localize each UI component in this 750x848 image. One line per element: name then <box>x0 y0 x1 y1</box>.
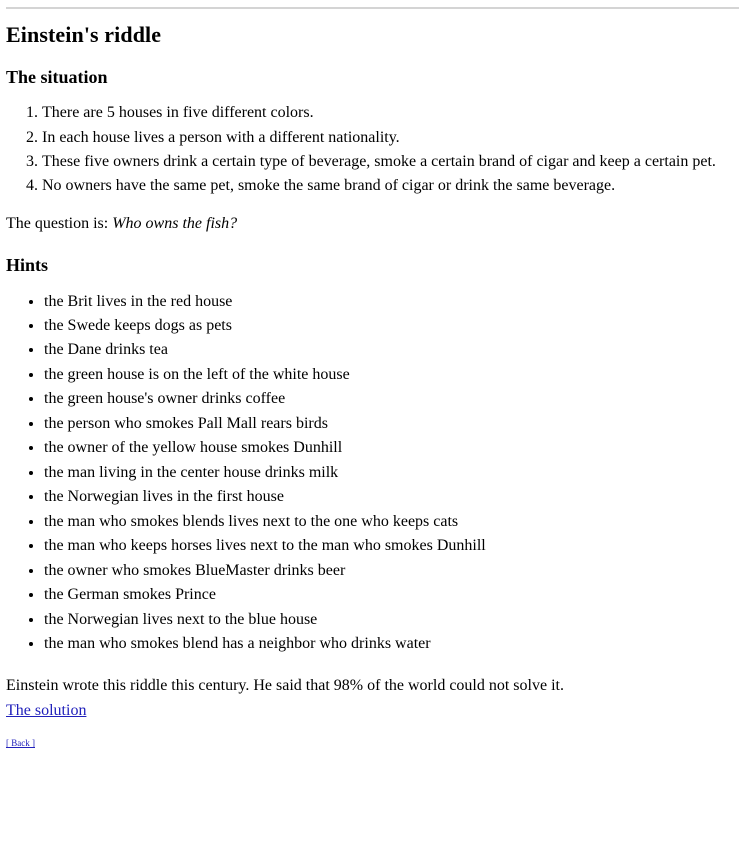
page-container <box>0 7 750 749</box>
list-item: 4. No owners have the same pet, smoke the same brand of cigar or drink the same beverage. <box>42 174 744 198</box>
section-heading-situation: The situation <box>6 66 108 87</box>
list-item: • the green house is on the left of the white house <box>44 363 744 387</box>
page-title: Einstein's riddle <box>6 22 162 47</box>
list-item: • the man who keeps horses lives next to the man who smokes Dunhill <box>44 534 744 558</box>
list-item: 3. These five owners drink a certain type of beverage, smoke a certain brand of cigar and keep a certain pet. <box>42 150 744 174</box>
solution-link[interactable]: The solution <box>6 701 87 719</box>
question-lead: The question is: <box>6 214 113 232</box>
question-emphasis: Who owns the fish? <box>112 214 238 232</box>
top-horizontal-rule <box>6 7 739 9</box>
list-item: • the man who smokes blends lives next to the one who keeps cats <box>44 510 744 534</box>
list-item: 2. In each house lives a person with a different nationality. <box>42 126 744 150</box>
situation-list <box>6 101 744 198</box>
section-heading-hints: Hints <box>6 254 49 275</box>
list-item: • the owner who smokes BlueMaster drinks beer <box>44 559 744 583</box>
list-item: • the Swede keeps dogs as pets <box>44 314 744 338</box>
list-item: • the man living in the center house drinks milk <box>44 461 744 485</box>
list-item: • the German smokes Prince <box>44 583 744 607</box>
list-item: 1. There are 5 houses in five different colors. <box>42 101 744 125</box>
list-item: • the man who smokes blend has a neighbor who drinks water <box>44 632 744 656</box>
list-item: • the Dane drinks tea <box>44 338 744 362</box>
solution-link-line <box>6 700 744 722</box>
back-link-line <box>6 738 744 749</box>
list-item: • the owner of the yellow house smokes Dunhill <box>44 436 744 460</box>
list-item: • the Brit lives in the red house <box>44 290 744 314</box>
list-item: • the green house's owner drinks coffee <box>44 387 744 411</box>
closing-note: Einstein wrote this riddle this century. He said that 98% of the world could not solve it. <box>6 676 564 694</box>
list-item: • the Norwegian lives in the first house <box>44 485 744 509</box>
list-item: • the person who smokes Pall Mall rears birds <box>44 412 744 436</box>
question-paragraph <box>6 212 744 236</box>
back-link[interactable]: [ Back ] <box>6 737 35 748</box>
list-item: • the Norwegian lives next to the blue house <box>44 608 744 632</box>
hints-list <box>6 290 744 657</box>
